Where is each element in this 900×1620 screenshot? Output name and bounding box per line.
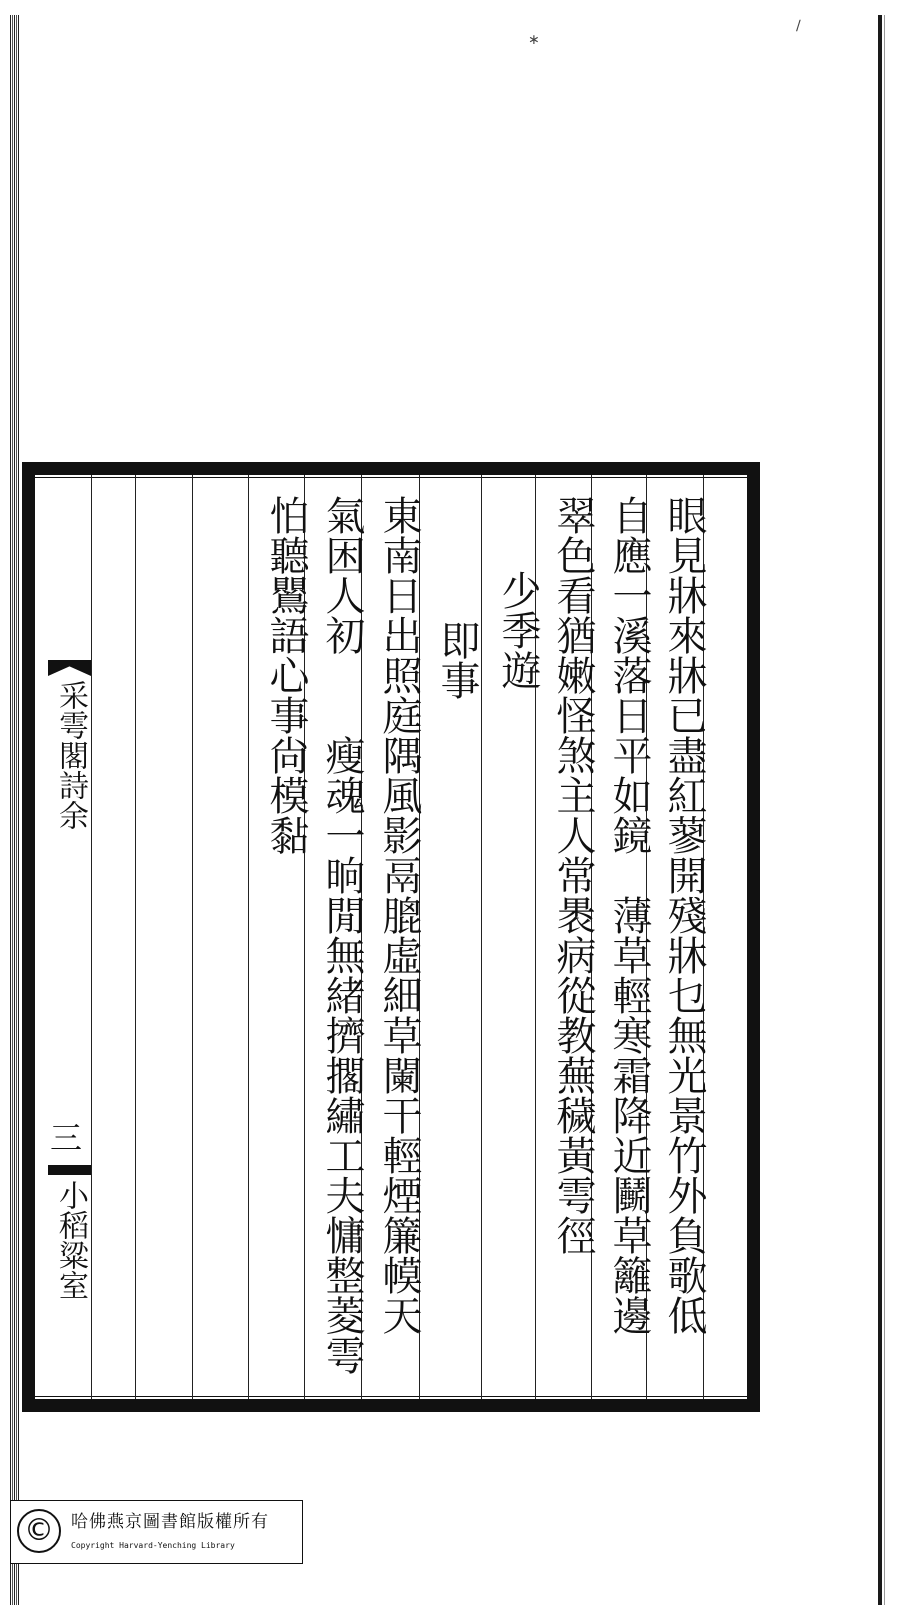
text-column-3: 翠色看猶嫩怪煞主人常褁病從教蕪穢黃雩徑 bbox=[550, 495, 596, 1255]
book-title: 采雩閣詩余 bbox=[53, 680, 88, 830]
column-divider bbox=[248, 475, 249, 1399]
column-divider bbox=[91, 475, 92, 1399]
copyright-text-chinese: 哈佛燕京圖書館版權所有 bbox=[71, 1512, 269, 1532]
poem-title-shaojinyou: 少季遊 bbox=[495, 570, 541, 690]
scan-speck: ∗ bbox=[528, 32, 540, 48]
copyright-stamp bbox=[10, 1500, 303, 1564]
column-divider bbox=[135, 475, 136, 1399]
copyright-text-english: Copyright Harvard-Yenching Library bbox=[71, 1541, 235, 1550]
column-divider bbox=[192, 475, 193, 1399]
copyright-icon: © bbox=[17, 1509, 61, 1553]
block-heart bbox=[48, 475, 91, 1399]
poem-title-jishi: 即事 bbox=[434, 620, 480, 700]
printed-frame bbox=[22, 462, 760, 1412]
scan-speck: ∕ bbox=[796, 18, 801, 34]
scan-binding-edge bbox=[10, 15, 20, 1605]
page-number: 三 bbox=[50, 1119, 83, 1157]
text-column-8: 氣困人初 瘦魂一晌閒無緒擠擱繡工夫慵整菱雩 bbox=[319, 495, 365, 1375]
black-mouth-block bbox=[48, 1165, 91, 1175]
fishtail-mark bbox=[48, 660, 91, 676]
studio-name: 小稻粱室 bbox=[53, 1180, 88, 1300]
scan-right-rule bbox=[878, 15, 882, 1605]
text-column-7: 東南日出照庭隅風影鬲膍虛細草闌干輕煙簾幙天 bbox=[376, 495, 422, 1335]
text-column-2: 自應一溪落日平如鏡 薄草輕寒霜降近鬭草籬邊 bbox=[606, 495, 652, 1335]
text-column-1: 眼見牀來牀已盡紅蓼開殘牀乜無光景竹外負歌低 bbox=[661, 495, 707, 1335]
scan-right-rule-thin bbox=[884, 15, 885, 1605]
text-column-9: 怕聽鸎語心事尙模黏 bbox=[263, 495, 309, 855]
